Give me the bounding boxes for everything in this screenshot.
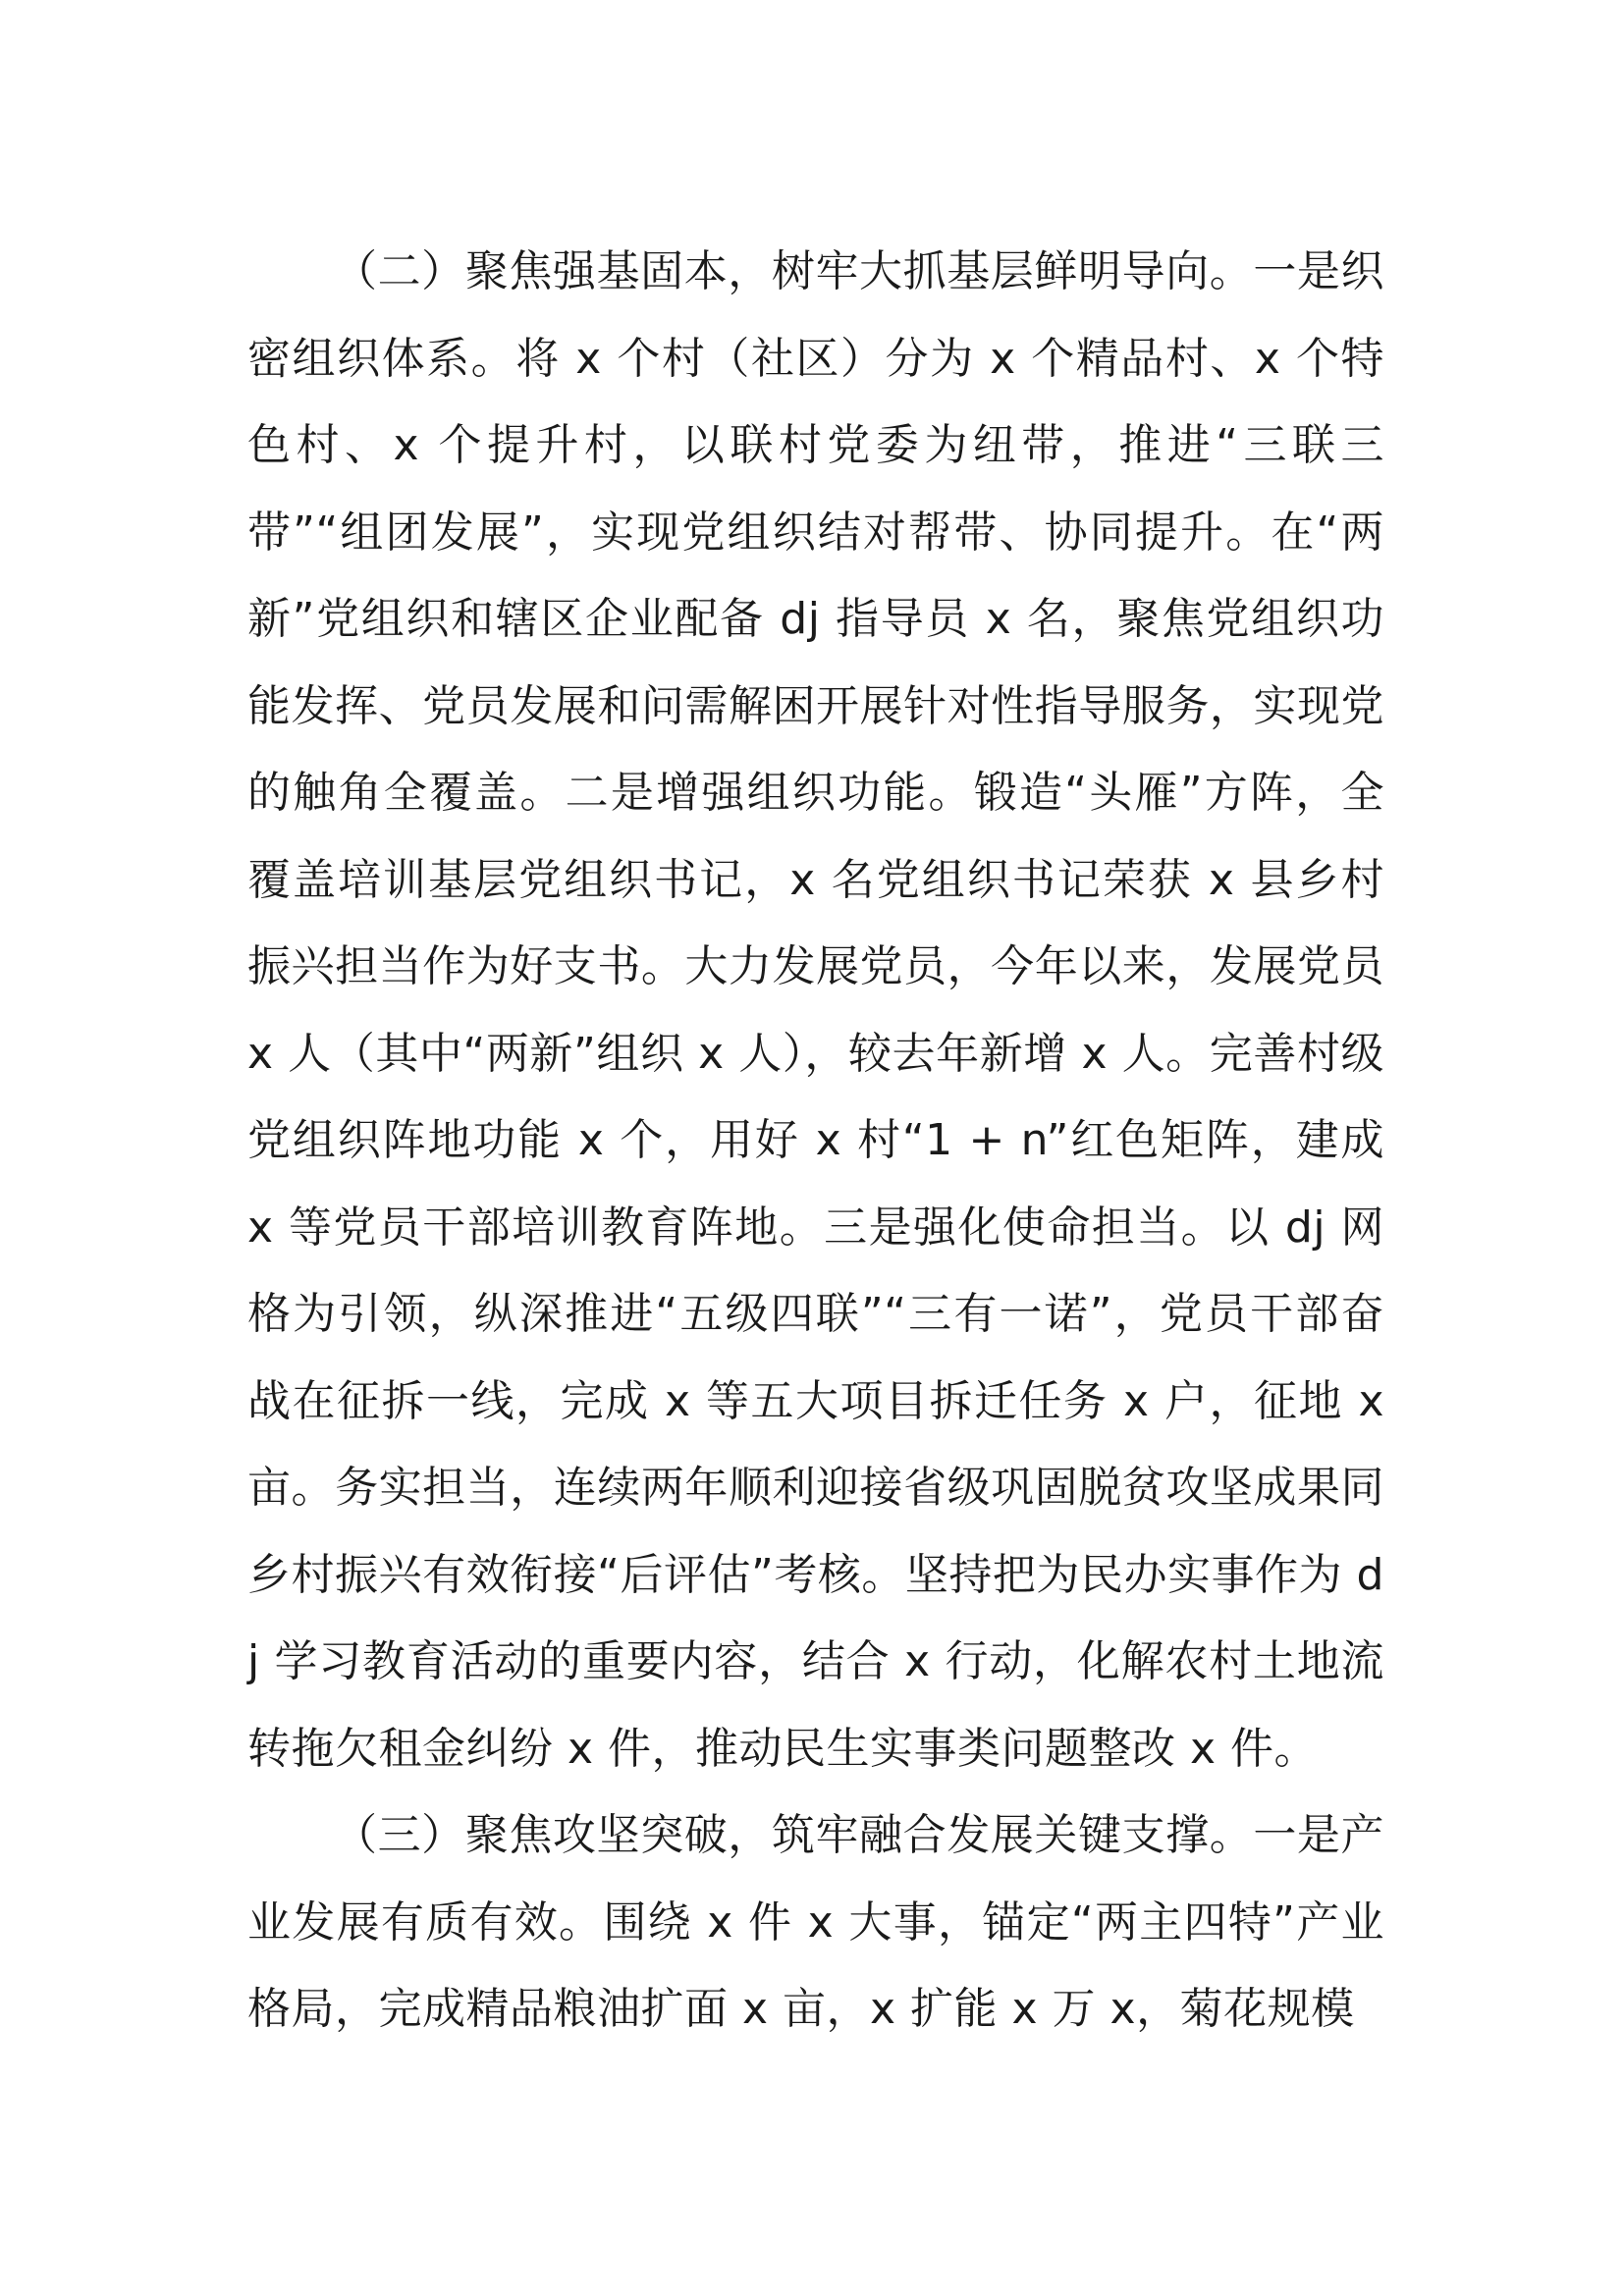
- paragraph-section-2: （二）聚焦强基固本，树牢大抓基层鲜明导向。一是织密组织体系。将 x 个村（社区）分为 x 个精品村、x 个特色村、x 个提升村，以联村党委为纽带，推进“三联三带”“组团发展”，实现党组织结对帮带、协同提升。在“两新”党组织和辖区企业配备 dj 指导员 x 名，聚焦党组织功能发挥、党员发展和问需解困开展针对性指导服务，实现党的触角全覆盖。二是增强组织功能。锻造“头雁”方阵，全覆盖培训基层党组织书记，x 名党组织书记荣获 x 县乡村振兴担当作为好支书。大力发展党员，今年以来，发展党员 x 人（其中“两新”组织 x 人），较去年新增 x 人。完善村级党组织阵地功能 x 个，用好 x 村“1 + n”红色矩阵，建成 x 等党员干部培训教育阵地。三是强化使命担当。以 dj 网格为引领，纵深推进“五级四联”“三有一诺”，党员干部奋战在征拆一线，完成 x 等五大项目拆迁任务 x 户，征地 x 亩。务实担当，连续两年顺利迎接省级巩固脱贫攻坚成果同乡村振兴有效衔接“后评估”考核。坚持把为民办实事作为 dj 学习教育活动的重要内容，结合 x 行动，化解农村土地流转拖欠租金纠纷 x 件，推动民生实事类问题整改 x 件。: [247, 246, 1384, 1774]
- paragraph-section-3: （三）聚焦攻坚突破，筑牢融合发展关键支撑。一是产业发展有质有效。围绕 x 件 x 大事，锚定“两主四特”产业格局，完成精品粮油扩面 x 亩，x 扩能 x 万 x，菊花规模: [247, 1810, 1384, 2034]
- document-body: [247, 229, 1384, 2054]
